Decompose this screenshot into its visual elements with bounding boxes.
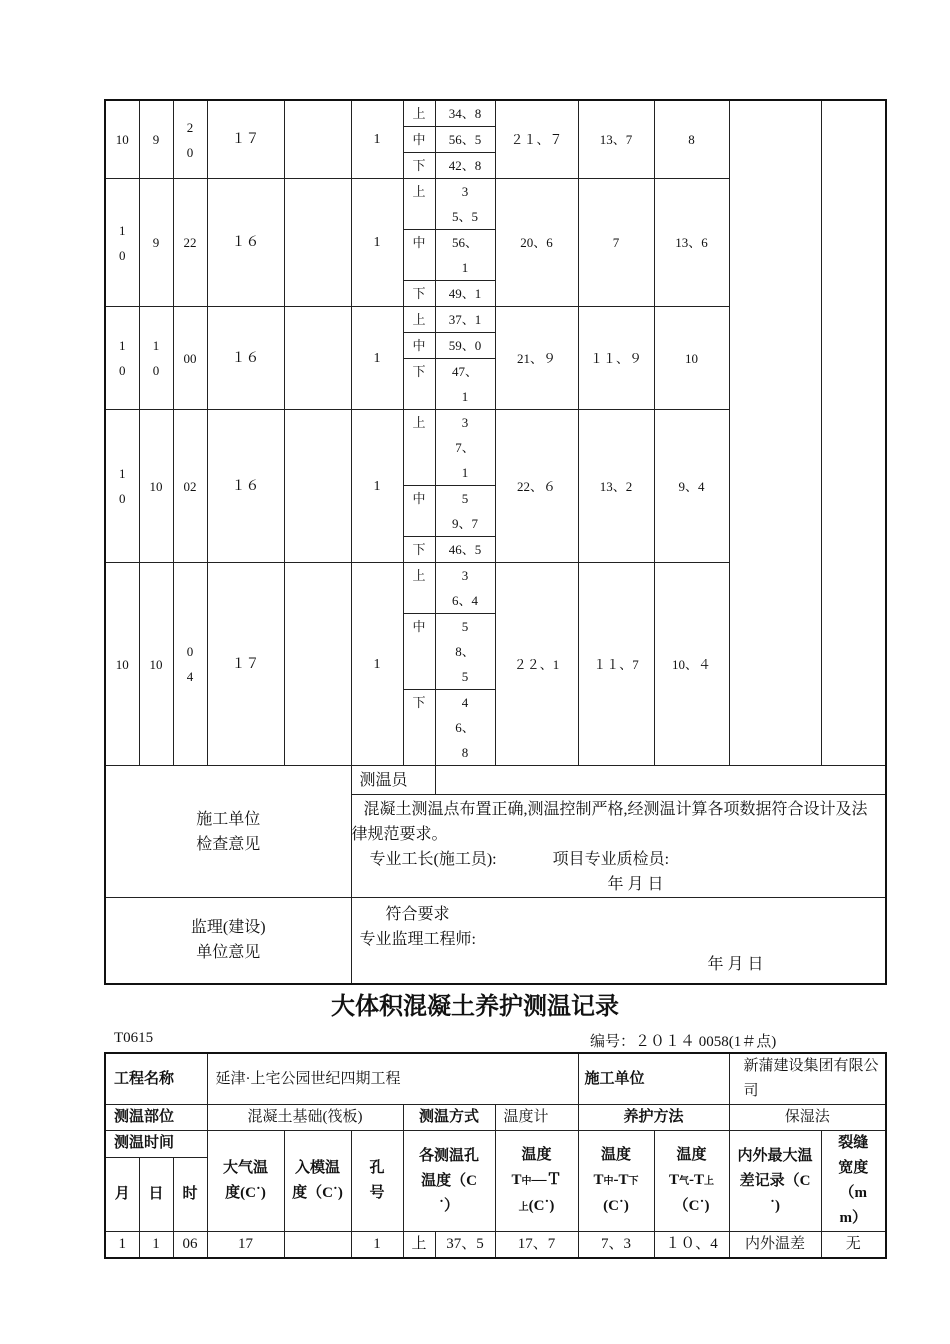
- holes-temp-header: [403, 1131, 495, 1232]
- row-temp-value-text: 3 7、 1: [455, 415, 475, 480]
- row-mold-temp: [284, 563, 351, 766]
- row-position: 下: [403, 153, 435, 179]
- diff-air-top-title: 温度: [676, 1147, 707, 1163]
- row-month-text: 10: [115, 656, 129, 672]
- mold-temp-header: [284, 1131, 351, 1232]
- row-position: 中: [403, 333, 435, 359]
- row-month-text: 10: [115, 132, 129, 147]
- first-row-d2: 7、3: [578, 1232, 654, 1259]
- first-row-mold: [284, 1232, 351, 1259]
- first-row-day: 1: [139, 1232, 173, 1259]
- row-temp-value-text: 47、 1: [451, 364, 478, 404]
- row-position: 中: [403, 486, 435, 537]
- row-temp-value: [435, 690, 495, 766]
- diff-mid-top-formula: T中—Ｔ: [511, 1171, 562, 1188]
- row-mold-temp: [284, 410, 351, 563]
- row-month: [105, 100, 139, 179]
- row-temp-value: [435, 153, 495, 179]
- row-hour: [173, 410, 207, 563]
- row-day-text: 10: [149, 656, 163, 672]
- row-temp-value-text: 42、8: [448, 158, 482, 173]
- first-row-pos: 上: [403, 1232, 435, 1259]
- row-diff-air-top: 8: [654, 100, 729, 179]
- row-temp-value: [435, 359, 495, 410]
- row-temp-value-text: 37、1: [448, 312, 482, 327]
- row-temp-value: [435, 179, 495, 230]
- row-position: 下: [403, 537, 435, 563]
- contractor-value: 新蒲建设集团有限公司: [729, 1053, 886, 1105]
- foreman-label: 专业工长(施工员):: [369, 851, 497, 868]
- row-month-text: 1 0: [119, 466, 126, 506]
- row-air-temp: １６: [207, 179, 284, 307]
- row-temp-value: [435, 230, 495, 281]
- method-value: 温度计: [495, 1105, 578, 1131]
- row-mold-temp: [284, 307, 351, 410]
- upper-record-table: [104, 99, 887, 985]
- construction-opinion-cell: [351, 795, 886, 898]
- row-hole: 1: [351, 563, 403, 766]
- row-temp-value-text: 59、0: [448, 338, 482, 353]
- row-position: 上: [403, 307, 435, 333]
- row-hour-text: 02: [183, 478, 197, 494]
- row-day-text: 9: [152, 235, 160, 250]
- row-temp-value-text: 56、5: [448, 132, 482, 147]
- row-diff-air-top: 13、6: [654, 179, 729, 307]
- row-temp-value-text: 34、8: [448, 106, 482, 121]
- row-temp-value: [435, 333, 495, 359]
- supervision-label-1: 监理(建设): [190, 919, 266, 937]
- first-row-month: 1: [105, 1232, 139, 1259]
- row-temp-value-text: 46、5: [448, 542, 482, 557]
- row-diff-mid-top: ２２、1: [495, 563, 578, 766]
- construction-label: [105, 766, 351, 898]
- date-line-1: 年 月 日: [607, 876, 664, 893]
- row-month: [105, 563, 139, 766]
- row-position: 中: [403, 127, 435, 153]
- row-temp-value: [435, 127, 495, 153]
- diff-mid-bottom-unit: (C˙): [603, 1198, 629, 1214]
- row-temp-value-text: 5 8、 5: [455, 619, 475, 684]
- diff-air-top-formula: T气-T上: [669, 1172, 715, 1188]
- row-month-text: 1 0: [119, 222, 126, 263]
- row-day-text: 10: [149, 478, 163, 494]
- air-temp-header: [207, 1131, 284, 1232]
- row-diff-mid-bottom: 13、2: [578, 410, 654, 563]
- row-hour: [173, 307, 207, 410]
- row-day: [139, 307, 173, 410]
- row-month: [105, 410, 139, 563]
- row-month: [105, 307, 139, 410]
- first-row-hole: 1: [351, 1232, 403, 1259]
- diff-mid-bottom-title: 温度: [601, 1147, 632, 1163]
- row-month-text: 1 0: [119, 338, 126, 378]
- diff-air-top-header: [654, 1131, 729, 1232]
- row-hour-text: 00: [183, 350, 197, 366]
- row-temp-value: [435, 537, 495, 563]
- holes-temp-header-text: 各测温孔温度（C˙）: [418, 1147, 479, 1214]
- row-diff-air-top: 9、4: [654, 410, 729, 563]
- curing-label: 养护方法: [578, 1105, 729, 1131]
- max-diff-header-text: 内外最大温差记录（C˙): [737, 1147, 813, 1214]
- time-label: 测温时间: [105, 1131, 207, 1158]
- crack-width-column: [821, 100, 886, 766]
- row-temp-value-text: 49、1: [448, 286, 482, 301]
- row-hour: [173, 563, 207, 766]
- row-air-temp: １６: [207, 410, 284, 563]
- first-row-d3: １０、4: [654, 1232, 729, 1259]
- row-diff-air-top: 10、４: [654, 563, 729, 766]
- row-temp-value: [435, 563, 495, 614]
- row-mold-temp: [284, 179, 351, 307]
- date-line-2: 年 月 日: [707, 956, 764, 973]
- row-hole: 1: [351, 100, 403, 179]
- row-position: 上: [403, 179, 435, 230]
- first-row-d1: 17、7: [495, 1232, 578, 1259]
- row-hour: [173, 179, 207, 307]
- row-diff-mid-top: 22、６: [495, 410, 578, 563]
- row-diff-mid-top: ２１、７: [495, 100, 578, 179]
- diff-mid-top-title: 温度: [521, 1146, 552, 1163]
- row-diff-mid-bottom: 13、7: [578, 100, 654, 179]
- project-label: 工程名称: [105, 1053, 207, 1105]
- first-row-max: 内外温差: [729, 1232, 821, 1259]
- row-position: 下: [403, 281, 435, 307]
- row-hour-text: 0 4: [186, 644, 194, 684]
- document-title: 大体积混凝土养护测温记录: [331, 992, 619, 1020]
- crack-width-header: [821, 1131, 886, 1232]
- row-temp-value-text: 3 6、4: [451, 568, 478, 608]
- air-temp-header-text: 大气温度(C˙): [222, 1160, 268, 1201]
- quality-inspector-label: 项目专业质检员:: [552, 851, 670, 868]
- method-label: 测温方式: [403, 1105, 495, 1131]
- row-diff-mid-bottom: 7: [578, 179, 654, 307]
- row-day-text: 9: [152, 132, 160, 147]
- header-table: [104, 1052, 887, 1259]
- first-row-air: 17: [207, 1232, 284, 1259]
- hole-header-text: 孔号: [369, 1160, 385, 1201]
- row-day: [139, 410, 173, 563]
- supervisor-label: 专业监理工程师:: [359, 931, 476, 948]
- row-temp-value: [435, 410, 495, 486]
- max-diff-column: [729, 100, 821, 766]
- row-temp-value: [435, 486, 495, 537]
- row-diff-mid-top: 21、９: [495, 307, 578, 410]
- row-temp-value-text: 56、 1: [451, 235, 478, 275]
- hole-header: [351, 1131, 403, 1232]
- part-label: 测温部位: [105, 1105, 207, 1131]
- row-temp-value: [435, 614, 495, 690]
- hour-header: 时: [173, 1157, 207, 1231]
- supervision-opinion-cell: [351, 898, 886, 984]
- project-value: 延津·上宅公园世纪四期工程: [207, 1053, 578, 1105]
- form-code: T0615: [114, 1030, 154, 1046]
- row-diff-air-top: 10: [654, 307, 729, 410]
- diff-mid-top-header: [495, 1131, 578, 1232]
- row-temp-value-text: 5 9、7: [451, 491, 478, 531]
- month-header: 月: [105, 1157, 139, 1231]
- diff-mid-top-unit: 上(C˙): [518, 1197, 555, 1214]
- row-air-temp: １６: [207, 307, 284, 410]
- row-position: 上: [403, 410, 435, 486]
- row-position: 上: [403, 100, 435, 127]
- row-position: 下: [403, 690, 435, 766]
- row-day: [139, 100, 173, 179]
- curing-value: 保湿法: [729, 1105, 886, 1131]
- row-day-text: 1 0: [152, 338, 160, 378]
- row-hour: [173, 100, 207, 179]
- row-hole: 1: [351, 410, 403, 563]
- row-position: 上: [403, 563, 435, 614]
- part-value: 混凝土基础(筏板): [207, 1105, 403, 1131]
- max-diff-header: [729, 1131, 821, 1232]
- row-temp-value-text: 4 6、 8: [455, 695, 475, 760]
- supervision-label-2: 单位意见: [196, 944, 261, 962]
- row-position: 中: [403, 614, 435, 690]
- row-diff-mid-top: 20、6: [495, 179, 578, 307]
- mold-temp-header-text: 入模温度（C˙): [292, 1160, 343, 1201]
- row-day: [139, 179, 173, 307]
- row-hour-text: 2 0: [186, 119, 194, 160]
- row-temp-value: [435, 281, 495, 307]
- row-diff-mid-bottom: １１、7: [578, 563, 654, 766]
- first-row-crack: 无: [821, 1232, 886, 1259]
- contractor-label: 施工单位: [578, 1053, 729, 1105]
- row-position: 下: [403, 359, 435, 410]
- construction-label-2: 检查意见: [196, 835, 261, 853]
- row-hole: 1: [351, 307, 403, 410]
- row-temp-value: [435, 307, 495, 333]
- supervision-opinion: 符合要求: [385, 906, 450, 923]
- row-temp-value-text: 3 5、5: [451, 184, 478, 224]
- first-row-val: 37、5: [435, 1232, 495, 1259]
- diff-mid-bottom-formula: T中-T下: [593, 1172, 639, 1188]
- row-mold-temp: [284, 100, 351, 179]
- row-day: [139, 563, 173, 766]
- row-air-temp: １７: [207, 100, 284, 179]
- diff-air-top-unit: （C˙): [673, 1198, 710, 1214]
- serial-number: 编号：２０１４ 0058(1＃点): [590, 1034, 777, 1050]
- row-air-temp: １７: [207, 563, 284, 766]
- row-temp-value: [435, 100, 495, 127]
- construction-label-1: 施工单位: [196, 810, 261, 828]
- row-diff-mid-bottom: １１、９: [578, 307, 654, 410]
- inspector-label: 测温员: [351, 766, 435, 795]
- row-month: [105, 179, 139, 307]
- row-hole: 1: [351, 179, 403, 307]
- crack-width-header-text: 裂缝宽度（mm）: [838, 1135, 869, 1226]
- day-header: 日: [139, 1157, 173, 1231]
- row-hour-text: 22: [183, 235, 197, 250]
- supervision-label: [105, 898, 351, 984]
- first-row-hour: 06: [173, 1232, 207, 1259]
- diff-mid-bottom-header: [578, 1131, 654, 1232]
- inspector-value: [435, 766, 886, 795]
- row-position: 中: [403, 230, 435, 281]
- construction-opinion: 混凝土测温点布置正确,测温控制严格,经测温计算各项数据符合设计及法律规范要求。: [351, 801, 868, 843]
- signature-line: [352, 847, 880, 872]
